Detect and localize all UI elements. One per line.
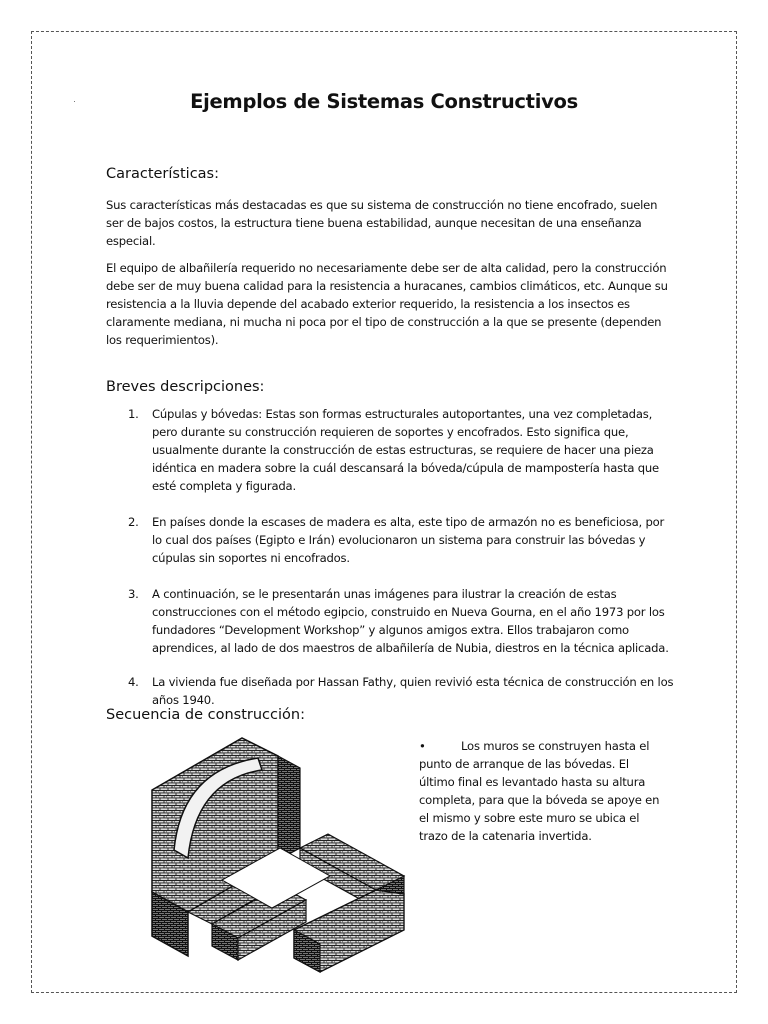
paragraph-caracteristicas-2: El equipo de albañilería requerido no necesariamente debe ser de alta calidad, pero la construcción debe ser de muy buena calidad para la resistencia a huracanes, cambios climáticos, etc. Aunque su resistencia a la lluvia depende del acabado exterior requerido, la resistencia a los insectos es claramente mediana, ni mucha ni poca por el tipo de construcción a la que se presente (dependen los requerimientos). bbox=[106, 261, 668, 347]
bullet-text: Los muros se construyen hasta el punto de arranque de las bóvedas. El último final es levantado hasta su altura completa, para que la bóveda se apoye en el mismo y sobre este muro se ubica el trazo de la catenaria invertida. bbox=[419, 739, 660, 843]
list-number: 4. bbox=[128, 675, 139, 689]
heading-caracteristicas: Características: bbox=[106, 166, 219, 182]
list-number: 2. bbox=[128, 515, 139, 529]
list-item bbox=[106, 513, 674, 567]
paragraph-caracteristicas-1: Sus características más destacadas es que su sistema de construcción no tiene encofrado, suelen ser de bajos costos, la estructura tiene buena estabilidad, aunque necesitan de una enseñanza especial. bbox=[106, 198, 658, 248]
document-title: Ejemplos de Sistemas Constructivos bbox=[190, 90, 578, 113]
list-item bbox=[106, 673, 674, 709]
list-number: 1. bbox=[128, 407, 139, 421]
list-item-text: A continuación, se le presentarán unas imágenes para ilustrar la creación de estas construcciones con el método egipcio, construido en Nueva Gourna, en el año 1973 por los fundadores “Development Workshop” y algunos amigos extra. Ellos trabajaron como aprendices, al lado de dos maestros de albañilería de Nubia, diestros en la técnica aplicada. bbox=[152, 587, 669, 655]
sequence-bullet-text bbox=[419, 737, 665, 845]
list-item-text: Cúpulas y bóvedas: Estas son formas estructurales autoportantes, una vez completadas, pero durante su construcción requieren de soportes y encofrados. Esto significa que, usualmente durante la construcción de estas estructuras, se requiere de hacer una pieza idéntica en madera sobre la cuál descansará la bóveda/cúpula de mampostería hasta que esté completa y figurada. bbox=[152, 407, 659, 493]
heading-secuencia-construccion: Secuencia de construcción: bbox=[106, 707, 305, 723]
list-item bbox=[106, 585, 674, 657]
list-item-text: En países donde la escases de madera es alta, este tipo de armazón no es beneficiosa, por lo cual dos países (Egipto e Irán) evolucionaron un sistema para construir las bóvedas y cúpulas sin soportes ni encofrados. bbox=[152, 515, 665, 565]
descriptions-list bbox=[106, 405, 674, 709]
heading-breves-descripciones: Breves descripciones: bbox=[106, 379, 265, 395]
vault-construction-illustration bbox=[130, 730, 410, 975]
list-number: 3. bbox=[128, 587, 139, 601]
list-item-text: La vivienda fue diseñada por Hassan Fathy, quien revivió esta técnica de construcción en los años 1940. bbox=[152, 675, 674, 707]
bullet-icon: • bbox=[419, 739, 426, 753]
list-item bbox=[106, 405, 674, 495]
